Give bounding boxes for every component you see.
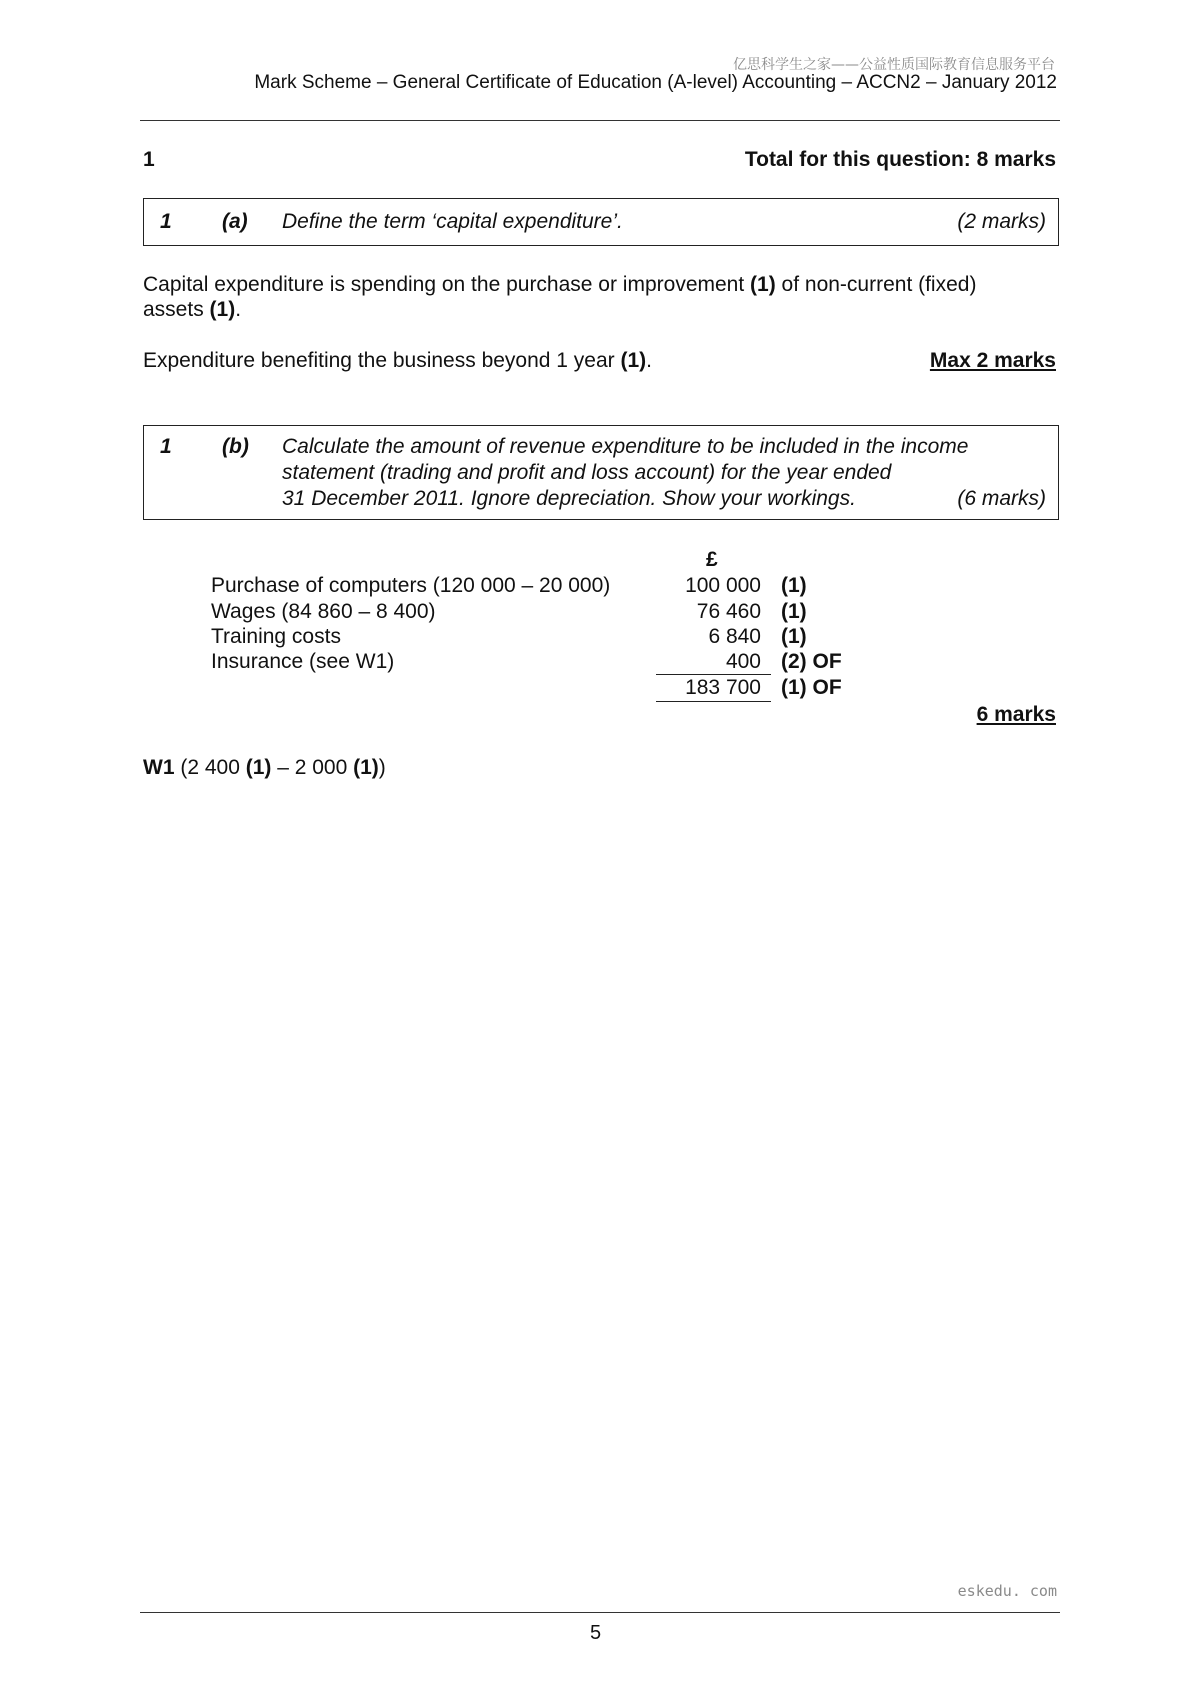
part-b-question-line-2: statement (trading and profit and loss account) for the year ended [282,461,892,484]
calc-row-mark: (1) [781,600,807,623]
answer-a-line-2: assets (1). [143,298,242,321]
question-total: Total for this question: 8 marks [744,148,1056,171]
part-a-number: 1 [160,210,172,233]
calc-row-amount: 100 000 [685,574,761,597]
calc-row-label: Wages (84 860 – 8 400) [211,600,436,623]
part-b-marks: (6 marks) [957,487,1046,510]
calc-row-amount: 6 840 [708,625,761,648]
answer-a-line-1: Capital expenditure is spending on the purchase or improvement (1) of non-current (fixed) [143,273,977,296]
total-marks-b: 6 marks [976,703,1056,726]
page-header: Mark Scheme – General Certificate of Education (A-level) Accounting – ACCN2 – January 2012 [254,72,1057,93]
question-box-a [143,198,1059,246]
calc-row-mark: (1) [781,574,807,597]
max-marks-a: Max 2 marks [929,349,1056,372]
calc-row-mark: (2) OF [781,650,842,673]
calc-row-amount: 400 [725,650,761,673]
total-rule [656,701,771,702]
part-b-question-line-3: 31 December 2011. Ignore depreciation. Show your workings. [282,487,856,510]
footer-watermark: eskedu. com [957,1582,1057,1600]
part-b-letter: (b) [222,435,249,458]
question-number: 1 [143,148,155,171]
part-b-question-line-1: Calculate the amount of revenue expenditure to be included in the income [282,435,969,458]
calc-total-mark: (1) OF [781,676,842,699]
question-box-b [143,425,1059,520]
calc-row-mark: (1) [781,625,807,648]
calc-row-label: Training costs [211,625,341,648]
calc-row-amount: 76 460 [696,600,761,623]
calc-total-amount: 183 700 [685,676,761,699]
footer-rule [140,1612,1060,1613]
currency-header: £ [706,548,718,571]
header-rule [140,120,1060,121]
answer-a-line-3: Expenditure benefiting the business beyond 1 year (1). [143,349,653,372]
working-w1: W1 (2 400 (1) – 2 000 (1)) [143,756,386,779]
calc-row-label: Insurance (see W1) [211,650,395,673]
calc-row-label: Purchase of computers (120 000 – 20 000) [211,574,611,597]
part-a-marks: (2 marks) [957,210,1046,233]
part-a-question: Define the term ‘capital expenditure’. [282,210,623,233]
part-a-letter: (a) [222,210,248,233]
page-number: 5 [589,1622,602,1644]
subtotal-rule [656,674,771,675]
watermark-text: 亿思科学生之家——公益性质国际教育信息服务平台 [733,57,1055,73]
part-b-number: 1 [160,435,172,458]
